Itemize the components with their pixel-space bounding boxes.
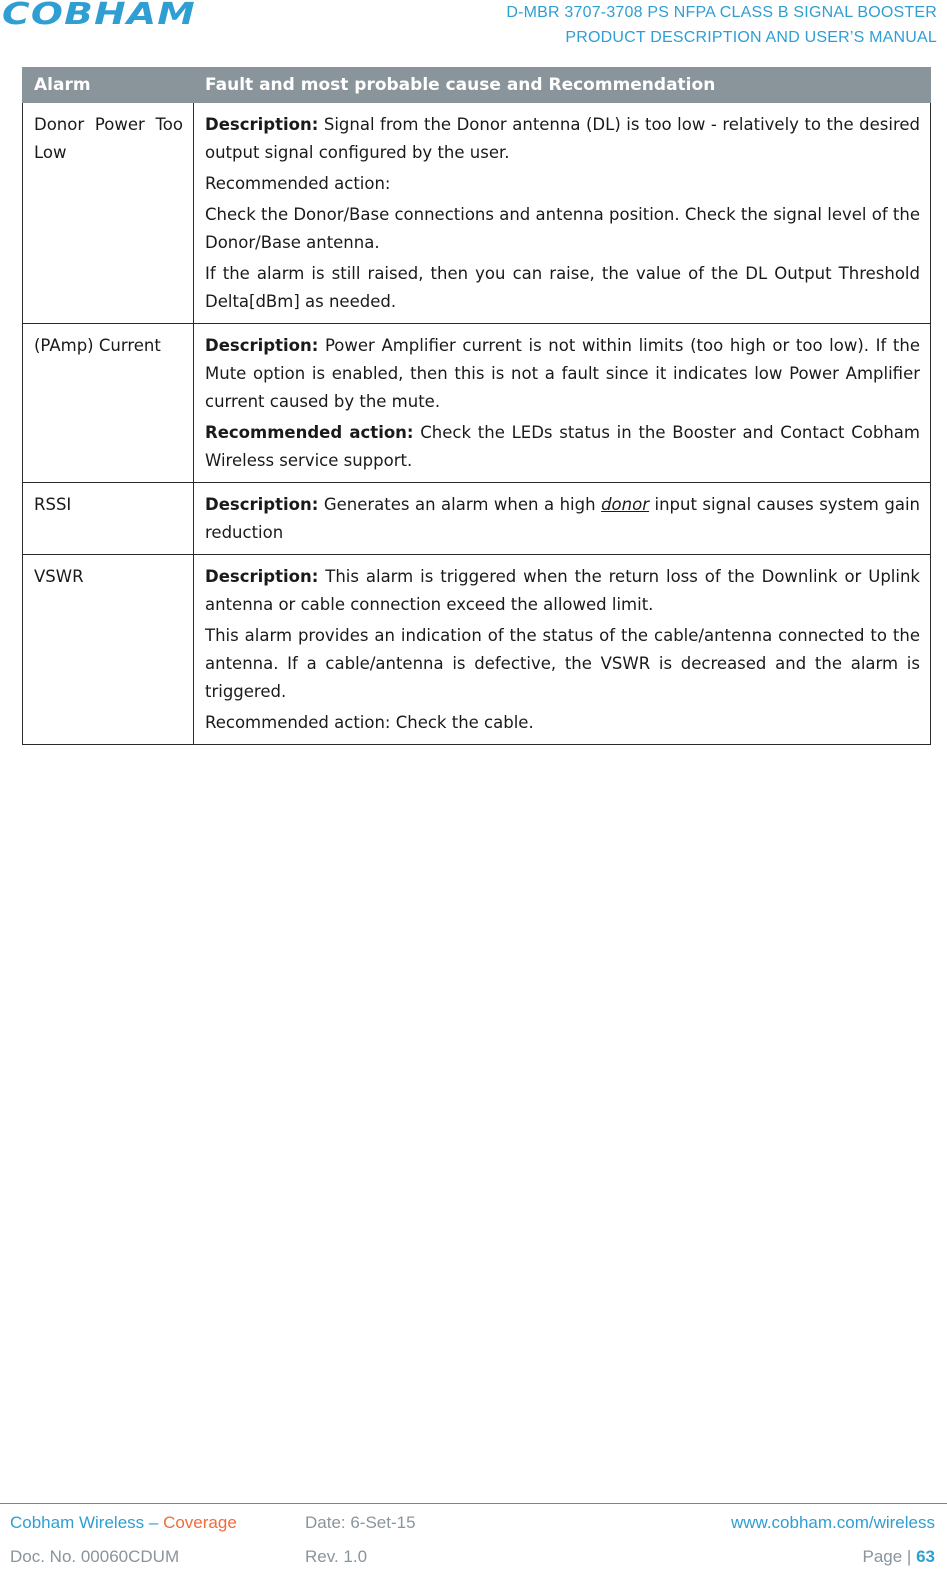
description-cell: [194, 103, 931, 324]
footer-date: Date: 6-Set-15: [305, 1513, 416, 1532]
description-text: input signal causes system gain reduction: [205, 495, 920, 542]
table-row: [23, 103, 931, 324]
footer-company: [10, 1513, 237, 1533]
alarm-name-cell: VSWR: [23, 555, 194, 745]
page-number: 63: [916, 1547, 935, 1566]
footer-doc-number: Doc. No. 00060CDUM: [10, 1547, 180, 1566]
description-paragraph: This alarm provides an indication of the status of the cable/antenna connected to the antenna. If a cable/antenna is defective, the VSWR is decreased and the alarm is triggered.: [205, 626, 920, 701]
recommended-action-text: If the alarm is still raised, then you can raise, the value of the DL Output Threshold Delta[dBm] as needed.: [205, 264, 920, 311]
table-header-row: [23, 68, 931, 103]
description-text: This alarm is triggered when the return loss of the Downlink or Uplink antenna or cable connection exceed the allowed limit.: [205, 567, 920, 614]
recommended-action-heading: Recommended action:: [205, 174, 391, 193]
document-title: [506, 0, 937, 50]
description-text: Power Amplifier current is not within limits (too high or too low). If the Mute option is enabled, then this is not a fault since it indicates low Power Amplifier current caused by the mute.: [205, 336, 920, 411]
description-emphasis: donor: [601, 495, 649, 514]
footer-page: [863, 1547, 936, 1567]
description-label: Description:: [205, 495, 319, 514]
footer-divider: [0, 1503, 947, 1504]
description-label: Description:: [205, 567, 319, 586]
description-paragraph: [205, 111, 920, 167]
description-cell: [194, 483, 931, 555]
page-label: Page |: [862, 1547, 917, 1566]
recommended-action-text: Check the Donor/Base connections and antenna position. Check the signal level of the Donor/Base antenna.: [205, 205, 920, 252]
footer-website-link[interactable]: www.cobham.com/wireless: [730, 1513, 935, 1532]
table-row: [23, 324, 931, 483]
description-paragraph: [205, 491, 920, 547]
description-label: Description:: [205, 336, 319, 355]
company-name: Cobham Wireless: [10, 1513, 145, 1532]
recommended-action-label: Recommended action:: [205, 423, 414, 442]
description-cell: [194, 324, 931, 483]
recommended-action-text: Check the LEDs status in the Booster and Contact Cobham Wireless service support.: [205, 423, 920, 470]
footer-revision: Rev. 1.0: [305, 1547, 368, 1566]
description-label: Description:: [205, 115, 319, 134]
logo-text: COBHAM: [2, 0, 196, 28]
division-name: Coverage: [163, 1513, 237, 1532]
alarm-name-cell: RSSI: [23, 483, 194, 555]
alarm-name-cell: Donor Power Too Low: [23, 103, 194, 324]
description-cell: [194, 555, 931, 745]
description-paragraph: [205, 563, 920, 619]
description-text: Generates an alarm when a high: [318, 495, 602, 514]
company-dash: –: [144, 1513, 164, 1532]
description-text: Signal from the Donor antenna (DL) is too low - relatively to the desired output signal configured by the user.: [205, 115, 920, 162]
title-line-1: D-MBR 3707-3708 PS NFPA CLASS B SIGNAL BOOSTER: [506, 4, 937, 21]
cobham-logo: [2, 0, 198, 28]
title-line-2: PRODUCT DESCRIPTION AND USER’S MANUAL: [565, 29, 937, 46]
recommended-action-text: Recommended action: Check the cable.: [205, 713, 534, 732]
alarm-name-cell: (PAmp) Current: [23, 324, 194, 483]
column-header-alarm: Alarm: [23, 68, 194, 103]
alarm-table: [22, 67, 931, 745]
table-row: [23, 483, 931, 555]
recommended-action-paragraph: [205, 419, 920, 475]
description-paragraph: [205, 332, 920, 416]
table-row: [23, 555, 931, 745]
column-header-fault: Fault and most probable cause and Recommendation: [194, 68, 931, 103]
